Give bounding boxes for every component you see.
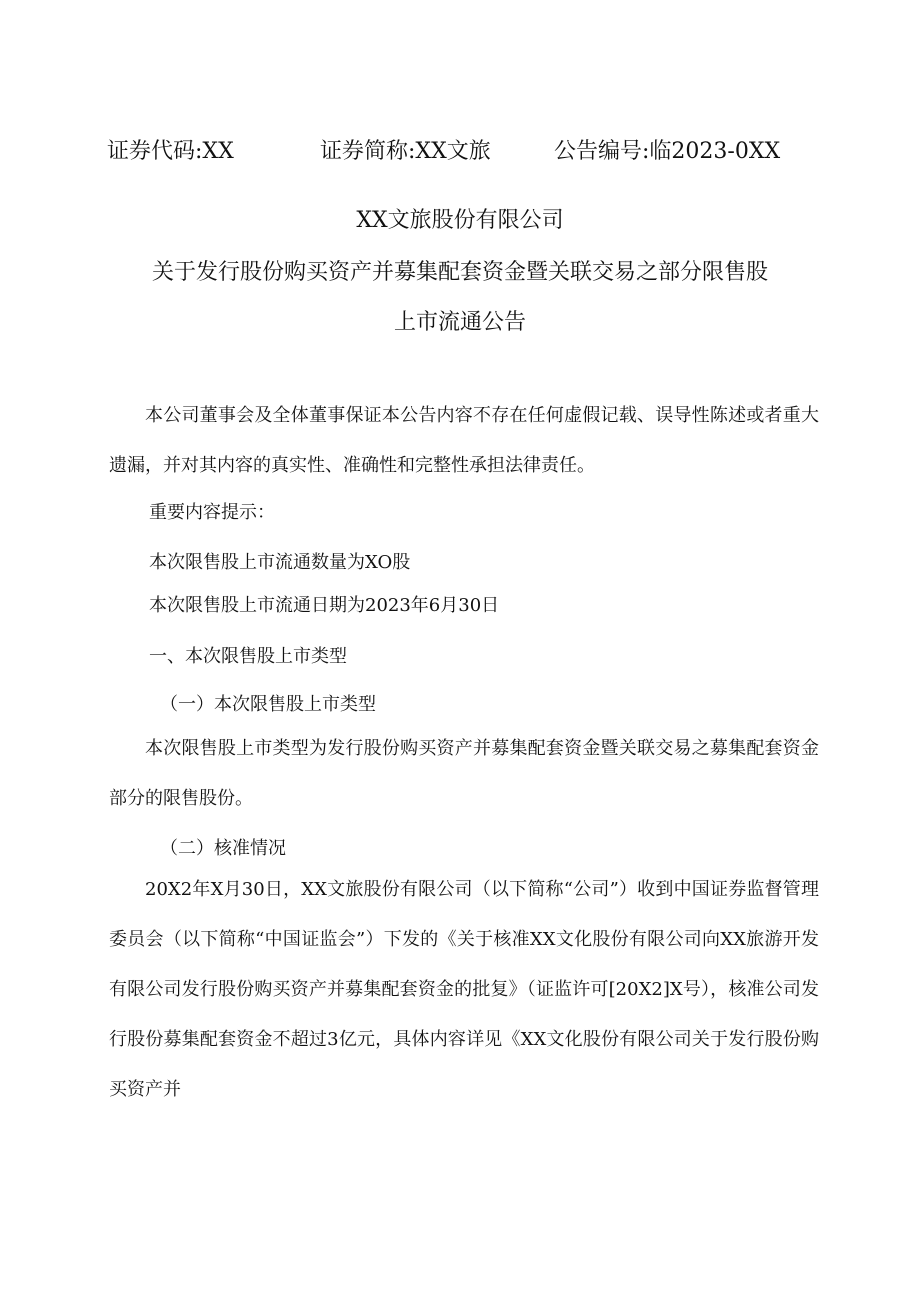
stock-abbreviation: 证券简称:XX文旅 — [320, 139, 491, 164]
subsection-2-paragraph: 20X2年X月30日，XX文旅股份有限公司（以下简称“公司”）收到中国证券监督管理委员会（以下简称“中国证监会”）下发的《关于核准XX文化股份有限公司向XX旅游开发有限公司发行股份购买资产并募集配套资金的批复》（证监许可[20X2]X号），核准公司发行股份募集配套资金不超过3亿元，具体内容详见《XX文化股份有限公司关于发行股份购买资产并 — [109, 879, 819, 1100]
stock-code: 证券代码:XX — [107, 139, 234, 164]
announcement-number: 公告编号:临2023-0XX — [554, 139, 781, 164]
announcement-title-line-2: 上市流通公告 — [393, 310, 526, 335]
announcement-title-line-1: 关于发行股份购买资产并募集配套资金暨关联交易之部分限售股 — [151, 260, 768, 285]
announcement-header — [107, 134, 827, 170]
subsection-1-heading: （一）本次限售股上市类型 — [160, 694, 376, 715]
subsection-2-heading: （二）核准情况 — [160, 838, 286, 859]
board-statement-paragraph: 本公司董事会及全体董事保证本公告内容不存在任何虚假记载、误导性陈述或者重大遗漏，并对其内容的真实性、准确性和完整性承担法律责任。 — [109, 405, 819, 476]
section-1-heading: 一、本次限售股上市类型 — [149, 646, 347, 667]
important-tips-heading: 重要内容提示： — [149, 502, 275, 523]
subsection-1-paragraph: 本次限售股上市类型为发行股份购买资产并募集配套资金暨关联交易之募集配套资金部分的限售股份。 — [109, 738, 819, 809]
tip-circulation-quantity: 本次限售股上市流通数量为XO股 — [149, 552, 411, 573]
company-name-title: XX文旅股份有限公司 — [356, 208, 564, 233]
tip-circulation-date: 本次限售股上市流通日期为2023年6月30日 — [149, 595, 500, 616]
